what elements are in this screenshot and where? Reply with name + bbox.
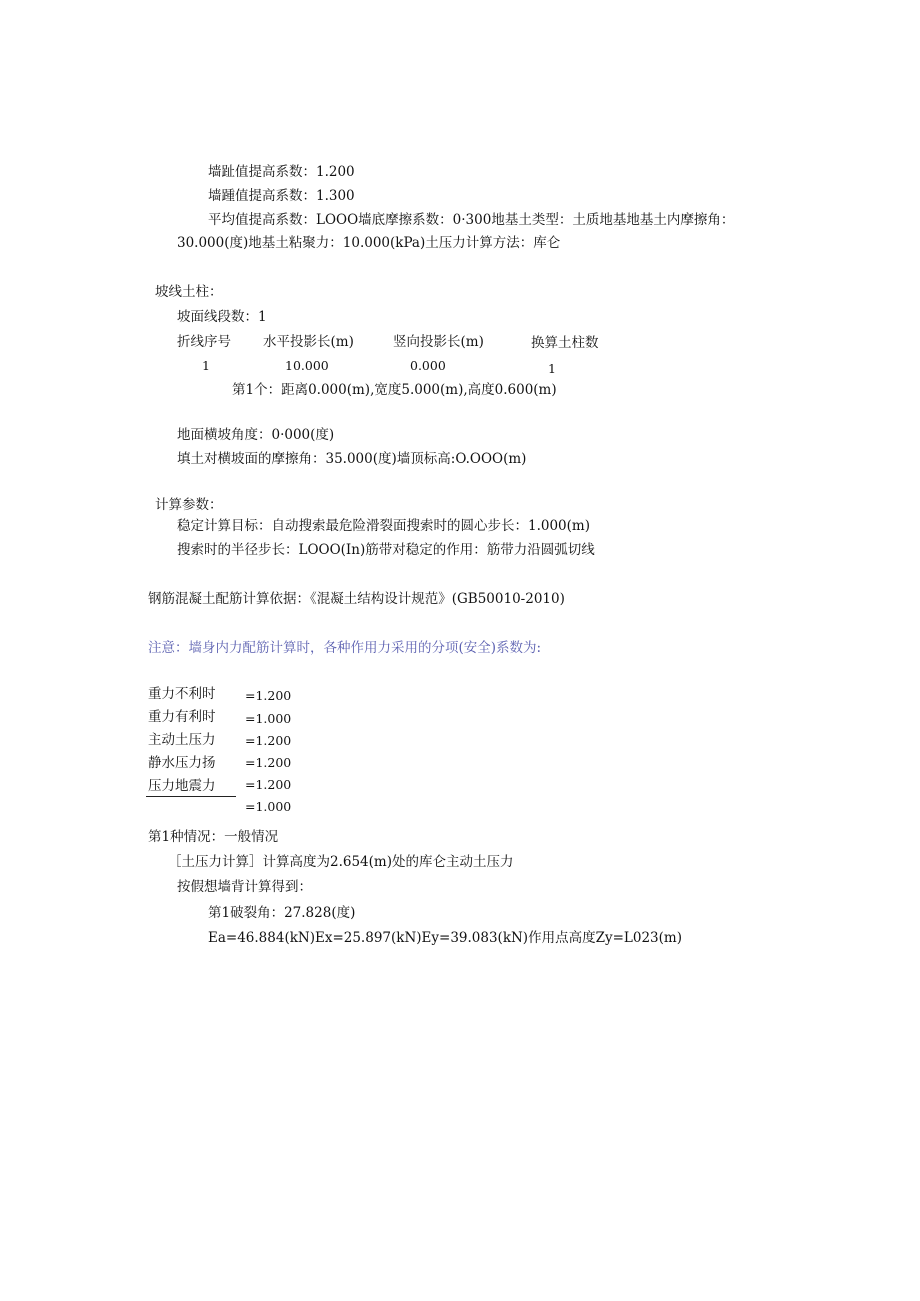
factor-label: 重力有利时 bbox=[148, 709, 216, 725]
factor-label: 主动土压力 bbox=[148, 732, 216, 748]
fill-friction-text: 填土对横坡面的摩擦角：35.000(度)墙顶标高:O.OOO(m) bbox=[177, 451, 527, 467]
stability-target-text: 稳定计算目标：自动搜索最危险滑裂面搜索时的圆心步长：1.000(m) bbox=[177, 518, 590, 534]
slope-row-columns: 1 bbox=[548, 361, 556, 376]
assumed-back-text: 按假想墙背计算得到： bbox=[177, 879, 312, 895]
earth-pressure-result: Ea=46.884(kN)Ex=25.897(kN)Ey=39.083(kN)作用点高度Zy=L023(m) bbox=[208, 930, 682, 946]
factor-value: =1.200 bbox=[245, 755, 292, 770]
factor-underline bbox=[146, 796, 236, 797]
slope-row-horizontal: 10.000 bbox=[285, 358, 329, 373]
earth-pressure-text: ［土压力计算］计算高度为2.654(m)处的库仑主动土压力 bbox=[168, 854, 514, 870]
slope-header-horizontal: 水平投影长(m) bbox=[263, 334, 354, 350]
safety-factor-note: 注意：墙身内力配筋计算时，各种作用力采用的分项(安全)系数为: bbox=[148, 640, 542, 656]
factor-value: =1.200 bbox=[245, 777, 292, 792]
factor-label: 静水压力扬 bbox=[148, 755, 216, 771]
factor-value: =1.200 bbox=[245, 733, 292, 748]
factor-value: =1.200 bbox=[245, 688, 292, 703]
slope-header-index: 折线序号 bbox=[177, 334, 231, 350]
calc-section-title: 计算参数： bbox=[155, 497, 223, 513]
case-title: 第1种情况：一般情况 bbox=[148, 829, 279, 845]
slope-section-title: 坡线土柱： bbox=[155, 284, 223, 300]
rupture-angle-text: 第1破裂角：27.828(度) bbox=[208, 905, 356, 921]
heel-factor-text: 墙踵值提高系数：1.300 bbox=[208, 188, 355, 204]
factor-label: 重力不利时 bbox=[148, 686, 216, 702]
design-basis-text: 钢筋混凝土配筋计算依据：《混凝土结构设计规范》(GB50010-2010) bbox=[148, 591, 565, 607]
avg-factor-text: 平均值提高系数：LOOO墙底摩擦系数：0·300地基土类型：土质地基地基土内摩擦角： bbox=[208, 212, 735, 228]
slope-row-vertical: 0.000 bbox=[410, 358, 446, 373]
ground-angle-text: 地面横坡角度：0·000(度) bbox=[177, 427, 335, 443]
factor-value: =1.000 bbox=[245, 799, 292, 814]
slope-segments-text: 坡面线段数：1 bbox=[177, 309, 267, 325]
toe-factor-text: 墙趾值提高系数：1.200 bbox=[208, 164, 355, 180]
factor-value: =1.000 bbox=[245, 711, 292, 726]
cohesion-text: 30.000(度)地基土粘聚力：10.000(kPa)土压力计算方法：库仑 bbox=[177, 235, 561, 251]
slope-header-vertical: 竖向投影长(m) bbox=[393, 334, 484, 350]
slope-header-columns: 换算土柱数 bbox=[531, 335, 599, 351]
soil-column-detail: 第1个：距离0.000(m),宽度5.000(m),高度0.600(m) bbox=[232, 382, 557, 398]
radius-step-text: 搜索时的半径步长：LOOO(In)筋带对稳定的作用：筋带力沿圆弧切线 bbox=[177, 542, 595, 558]
factor-label: 压力地震力 bbox=[148, 778, 216, 794]
slope-row-index: 1 bbox=[202, 358, 210, 373]
